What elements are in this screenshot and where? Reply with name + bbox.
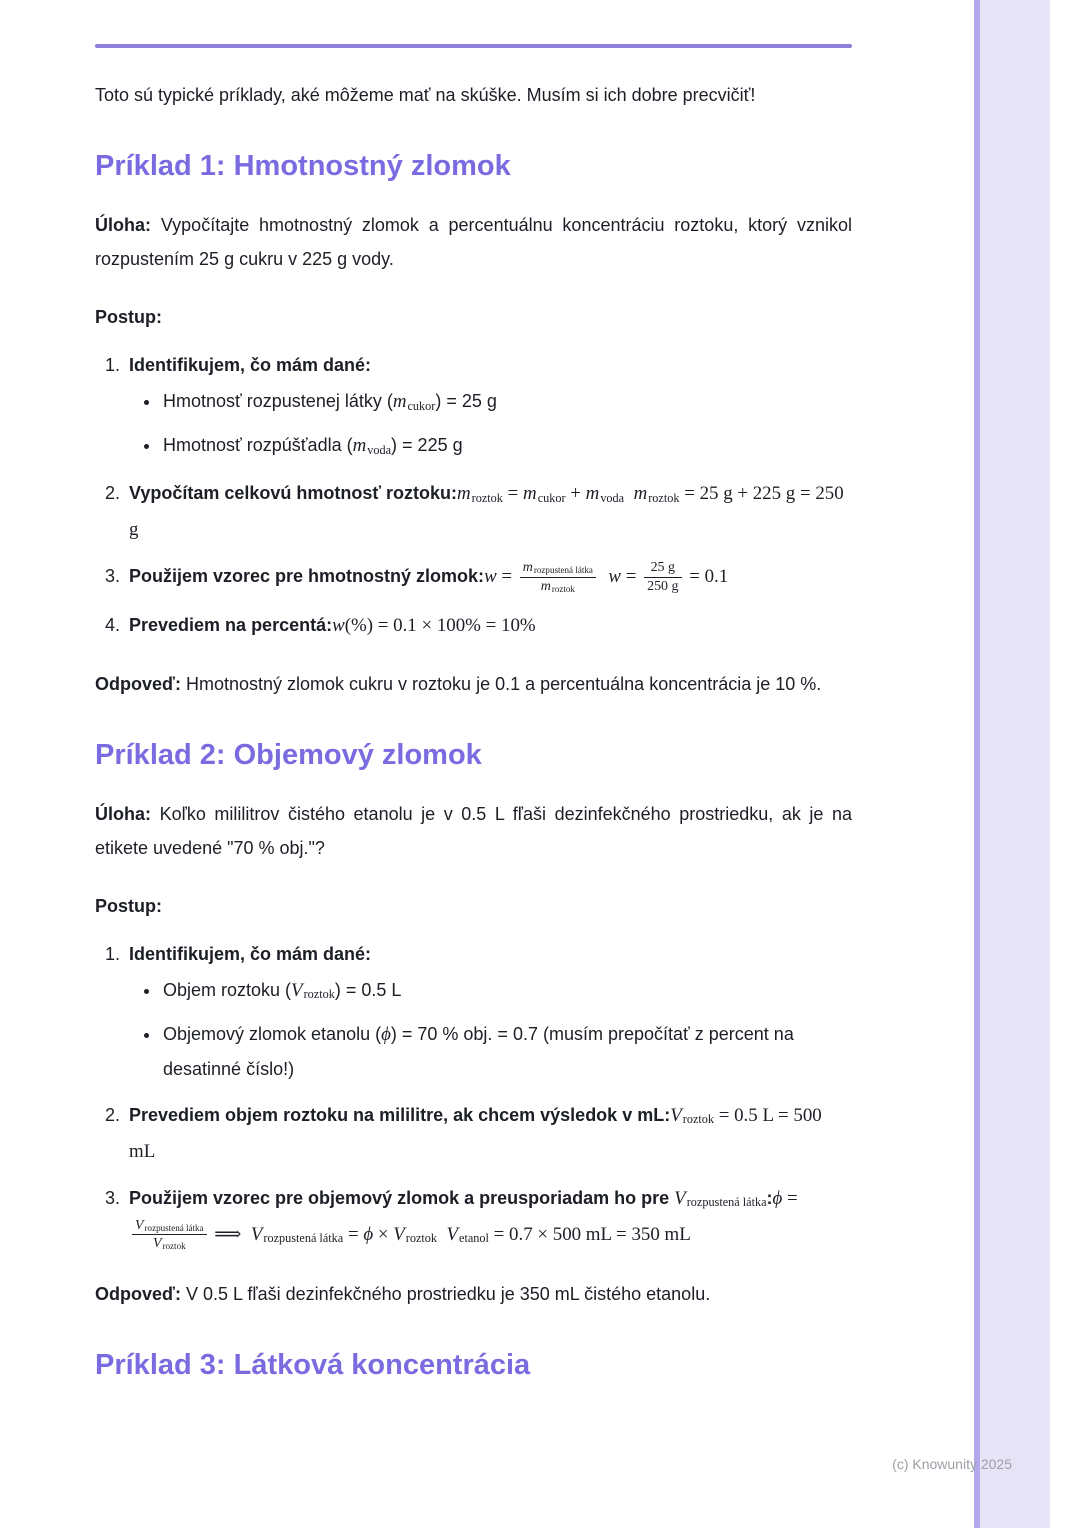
math-variable: w [608, 566, 621, 588]
math-subscript: roztok [162, 1241, 186, 1252]
math-subscript: rozpustená látka [144, 1222, 204, 1233]
math-text [624, 483, 633, 504]
math-variable: V [670, 1104, 682, 1126]
example1-task [95, 208, 852, 276]
math-subscript: roztok [303, 987, 335, 1002]
step-label: Použijem vzorec pre objemový zlomok a preusporiadam ho pre [129, 1187, 675, 1208]
math-text: = [496, 566, 517, 588]
math-variable: w [484, 566, 497, 588]
example1-heading: Príklad 1: Hmotnostný zlomok [95, 150, 511, 182]
math-variable: V [393, 1223, 405, 1245]
math-variable: ϕ [363, 1223, 374, 1245]
example3-heading: Príklad 3: Látková koncentrácia [95, 1349, 531, 1382]
step-label: Použijem vzorec pre hmotnostný zlomok: [129, 566, 485, 587]
math-expression [484, 560, 729, 594]
math-variable: m [457, 483, 471, 504]
math-text: = 0.5 L = 500 mL [129, 1104, 822, 1162]
answer-text: Hmotnostný zlomok cukru v roztoku je 0.1 a percentuálna koncentrácia je 10 %. [185, 673, 822, 694]
plain-text: Objemový zlomok etanolu ( [163, 1023, 382, 1044]
math-subscript: voda [367, 442, 392, 457]
step-item [125, 1098, 852, 1169]
example2-answer [95, 1277, 852, 1311]
bullet-item [161, 384, 852, 420]
math-variable: m [352, 435, 367, 456]
plain-text: ) = 225 g [391, 435, 463, 455]
step-item [125, 348, 852, 464]
plain-text: ) = 25 g [435, 391, 497, 411]
bullet-item [161, 973, 852, 1009]
example2-steps-label [95, 889, 852, 923]
math-fraction [132, 1217, 207, 1254]
math-text: + [565, 483, 586, 504]
math-subscript: rozpustená látka [686, 1195, 767, 1210]
math-variable: V [446, 1223, 459, 1245]
step-label: Prevediem objem roztoku na mililitre, ak chcem výsledok v mL: [129, 1104, 671, 1125]
bold-text: : [766, 1187, 773, 1208]
step-item [125, 559, 852, 596]
document-content [95, 44, 852, 1403]
math-subscript: roztok [682, 1112, 715, 1127]
math-text [599, 566, 608, 587]
given-list [129, 973, 852, 1086]
math-text: = 0.1 [684, 566, 729, 588]
fraction-numerator [520, 559, 596, 578]
step-label: Identifikujem, čo mám dané: [129, 355, 372, 375]
intro-paragraph: Toto sú typické príklady, aké môžeme mať na skúške. Musím si ich dobre precvičiť! [95, 85, 756, 105]
postup-label: Postup: [95, 895, 162, 916]
math-variable: V [152, 1236, 162, 1252]
example2-steps-list [95, 937, 852, 1254]
math-subscript: cukor [537, 490, 566, 505]
example2-task [95, 797, 852, 865]
step-item [125, 1181, 852, 1254]
math-fraction [520, 559, 596, 596]
math-variable: m [540, 578, 551, 594]
step-item [125, 937, 852, 1086]
math-text: = [343, 1223, 364, 1245]
plain-text: ) = 0.5 L [334, 979, 402, 1000]
math-subscript: roztok [648, 490, 680, 505]
math-subscript: rozpustená látka [533, 564, 593, 575]
plain-text: Hmotnosť rozpustenej látky ( [163, 391, 393, 411]
answer-label: Odpoveď: [95, 673, 181, 694]
math-text: × [373, 1223, 394, 1245]
math-expression [332, 615, 536, 635]
math-subscript: roztok [471, 490, 503, 505]
math-variable: w [332, 614, 345, 636]
example1-answer [95, 667, 852, 701]
task-text: Vypočítajte hmotnostný zlomok a percentuálnu koncentráciu roztoku, ktorý vznikol rozpustením 25 g cukru v 225 g vody. [95, 215, 852, 269]
step-item [125, 608, 852, 643]
plain-text: Objem roztoku ( [163, 979, 292, 1000]
math-text: 25 g [650, 560, 676, 575]
task-label: Úloha: [95, 215, 151, 235]
math-text: 250 g [647, 578, 679, 594]
math-variable: m [523, 483, 537, 504]
bullet-item [161, 428, 852, 464]
math-subscript: etanol [459, 1231, 489, 1246]
step-item [125, 476, 852, 547]
fraction-denominator [520, 578, 596, 596]
math-subscript: rozpustená látka [263, 1231, 344, 1246]
footer-credit: (c) Knowunity 2025 [892, 1456, 1012, 1472]
fraction-numerator [132, 1217, 207, 1236]
math-fraction [644, 559, 681, 596]
math-subscript: voda [600, 490, 625, 505]
plain-text: ) = 70 % obj. = 0.7 (musím prepočítať z percent na desatinné číslo!) [163, 1023, 794, 1079]
fraction-denominator [132, 1235, 207, 1253]
math-variable: m [585, 483, 600, 504]
math-variable: V [135, 1217, 144, 1233]
top-divider [95, 44, 852, 48]
example2-heading: Príklad 2: Objemový zlomok [95, 738, 482, 771]
math-variable: m [392, 391, 407, 412]
step-label: Prevediem na percentá: [129, 614, 333, 635]
math-text: = 25 g + 225 g = 250 g [129, 483, 844, 540]
step-label: Identifikujem, čo mám dané: [129, 943, 372, 964]
math-variable: V [291, 979, 303, 1001]
math-text: = [620, 566, 642, 588]
math-variable: ϕ [381, 1023, 391, 1045]
postup-label: Postup: [95, 307, 162, 327]
math-subscript: roztok [405, 1231, 438, 1246]
answer-label: Odpoveď: [95, 1284, 181, 1305]
math-variable: V [250, 1223, 263, 1245]
math-text: ⟹ [209, 1223, 251, 1245]
math-text: = [782, 1187, 798, 1209]
task-text: Koľko mililitrov čistého etanolu je v 0.5 L fľaši dezinfekčného prostriedku, ak je na etikete uvedené "70 % obj."? [95, 803, 852, 858]
example1-steps-label [95, 300, 852, 334]
math-subscript: roztok [551, 583, 575, 594]
plain-text: Hmotnosť rozpúšťadla ( [163, 435, 353, 455]
step-label: Vypočítam celkovú hmotnosť roztoku: [129, 483, 457, 503]
math-subscript: cukor [407, 398, 436, 413]
math-variable: m [522, 560, 533, 575]
given-list [129, 384, 852, 464]
bullet-item [161, 1017, 852, 1086]
math-variable: m [633, 483, 648, 504]
answer-text: V 0.5 L fľaši dezinfekčného prostriedku je 350 mL čistého etanolu. [185, 1284, 711, 1305]
fraction-numerator [644, 559, 681, 578]
side-strip [974, 0, 1050, 1528]
math-text: = [502, 483, 524, 504]
math-variable: V [674, 1187, 686, 1209]
task-label: Úloha: [95, 803, 151, 824]
fraction-denominator [644, 578, 681, 596]
math-variable: ϕ [772, 1187, 783, 1209]
math-text: (%) = 0.1 × 100% = 10% [344, 614, 536, 636]
math-text: = 0.7 × 500 mL = 350 mL [488, 1223, 691, 1245]
example1-steps-list [95, 348, 852, 643]
